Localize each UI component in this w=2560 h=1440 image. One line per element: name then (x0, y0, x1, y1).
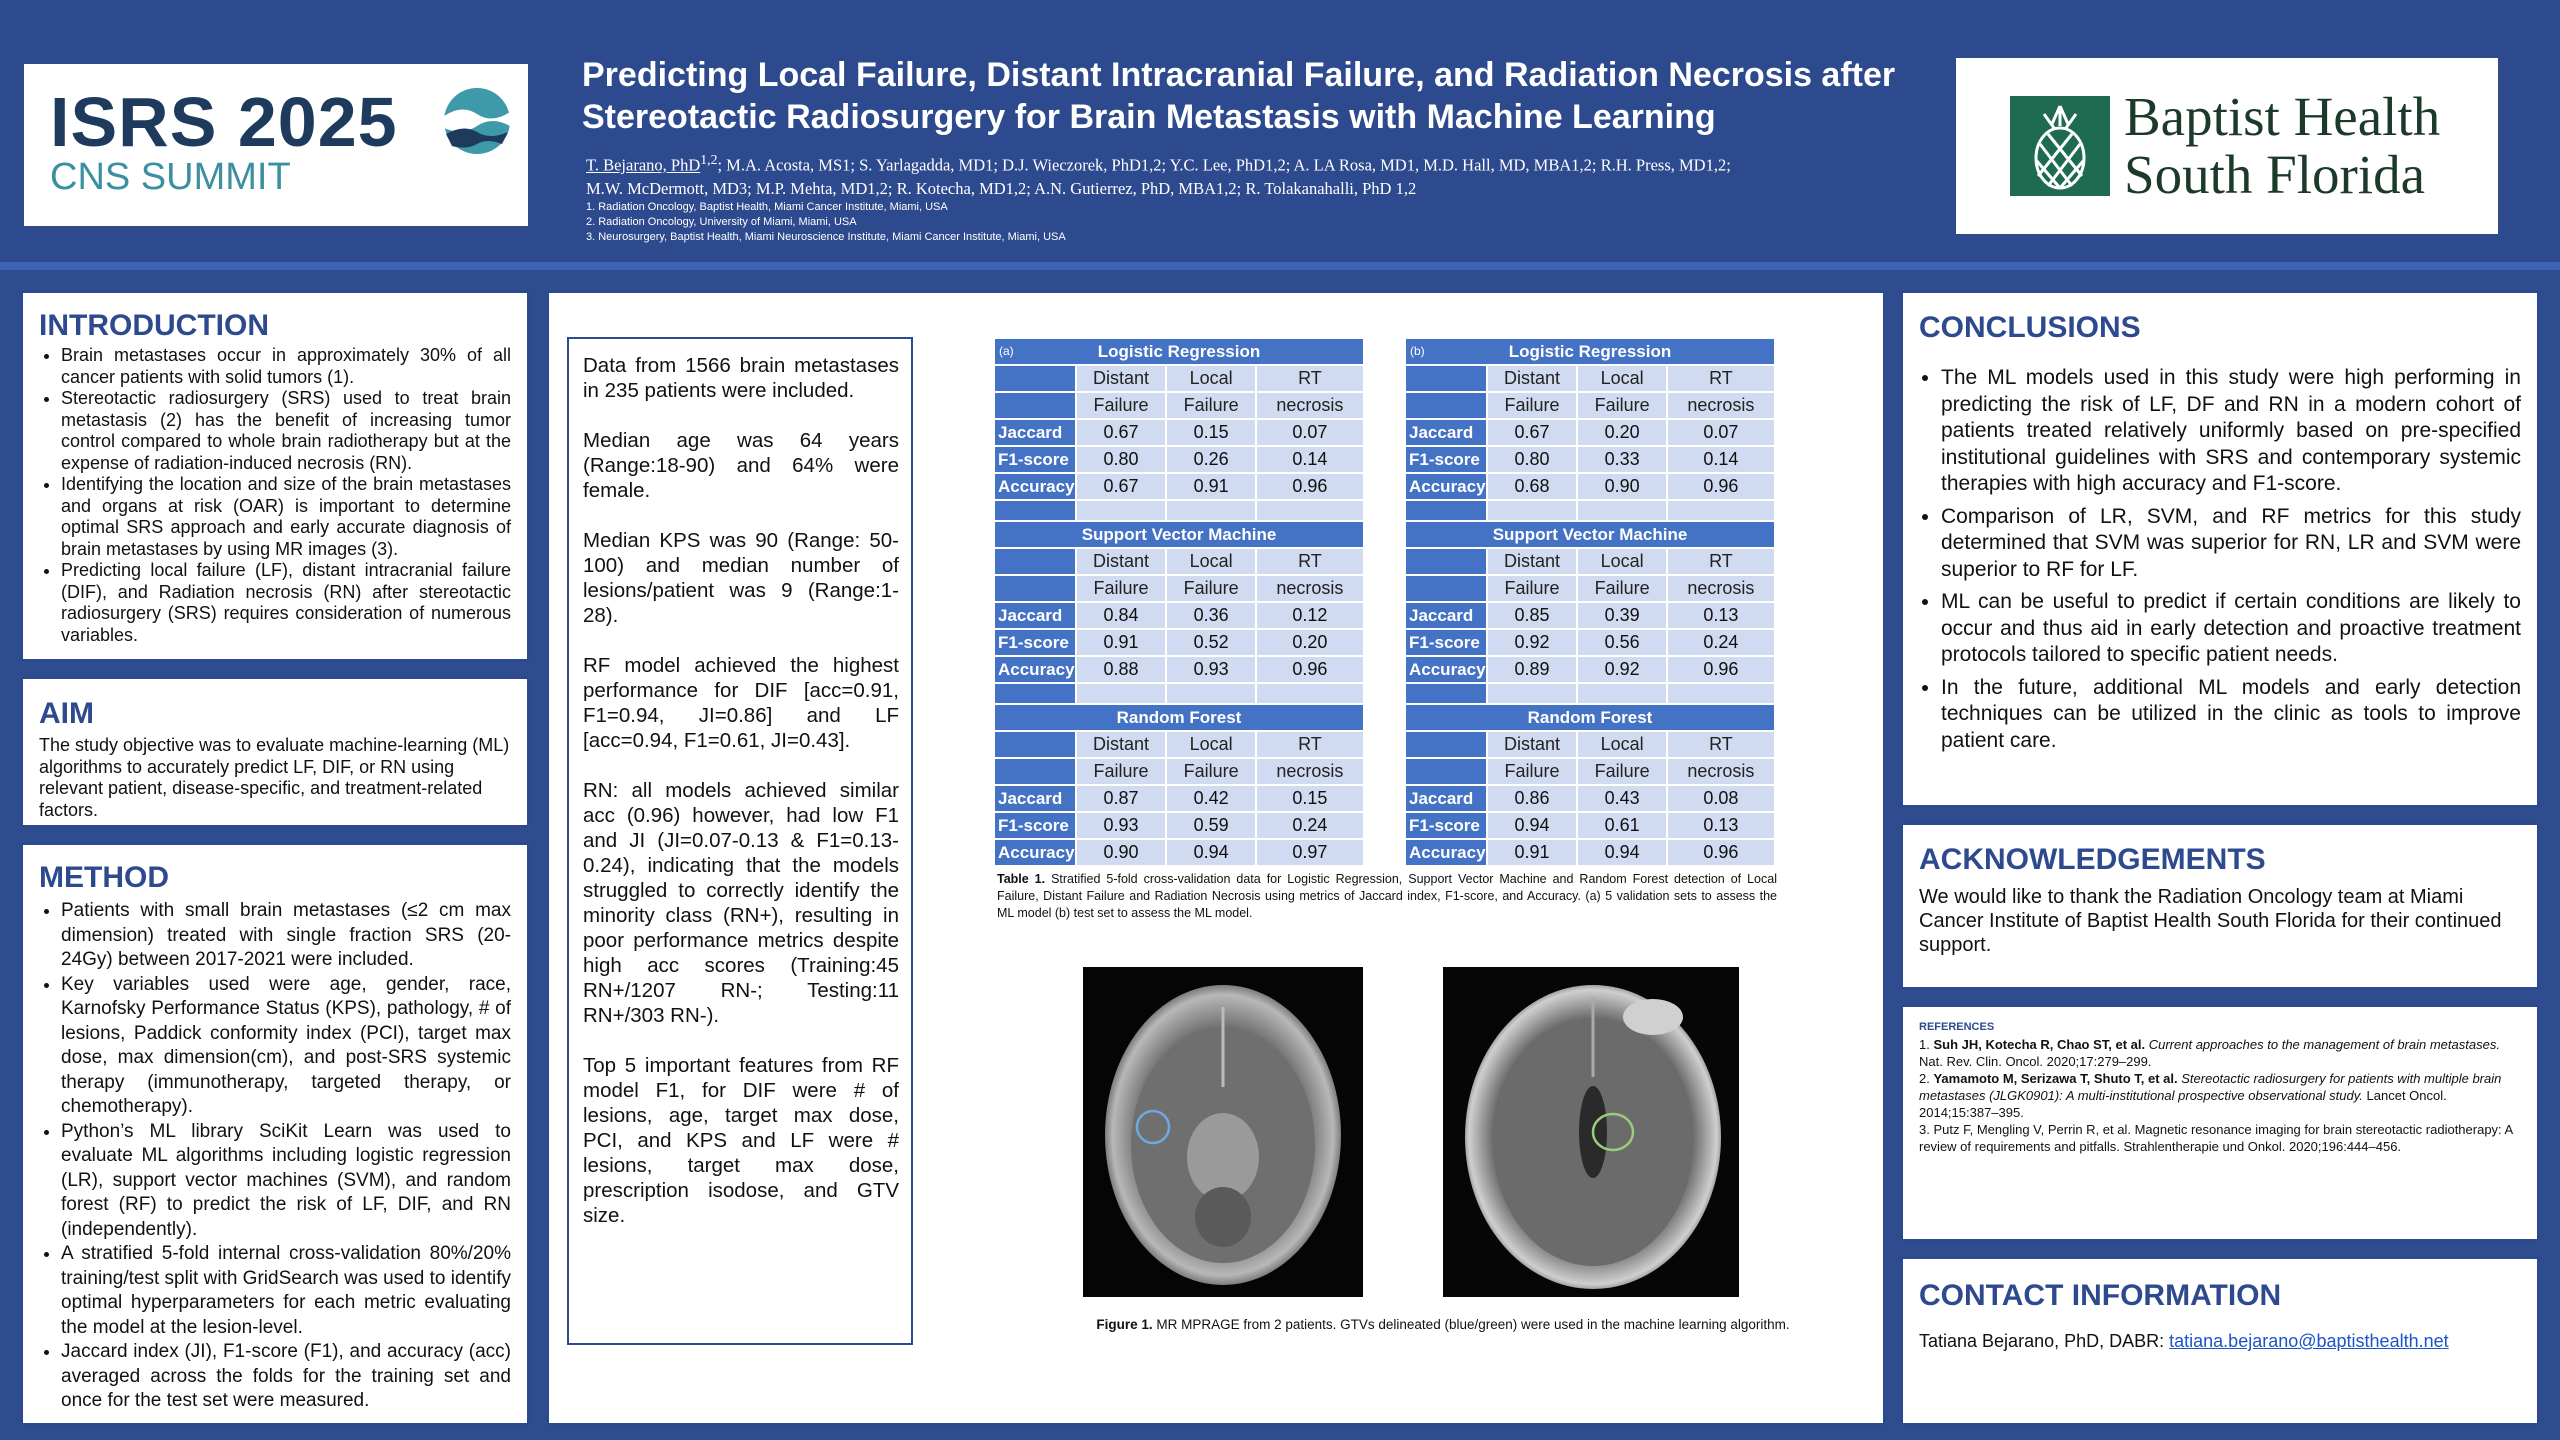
table-corner-cell (994, 392, 1076, 419)
list-item: • In the future, additional ML models and early detection techniques can be utilized in the clinic as tools to improve patient care. (1941, 675, 2521, 755)
aim-text: The study objective was to evaluate machine-learning (ML) algorithms to accurately predict LF, DIF, or RN using relevant patient, disease-specific, and treatment-related factors. (39, 735, 510, 820)
table-column-header: Failure (1487, 758, 1578, 785)
table-column-header: Failure (1487, 575, 1578, 602)
affiliations (586, 200, 1486, 245)
table-model-row (1405, 704, 1775, 731)
table-spacer-cell (1256, 683, 1364, 704)
table-row-label: Accuracy (1405, 839, 1487, 866)
table-cell-value: 0.90 (1577, 473, 1666, 500)
results-paragraph: Median KPS was 90 (Range: 50-100) and median number of lesions/patient was 9 (Range:1-28). (583, 529, 899, 627)
list-item: • Brain metastases occur in approximately 30% of all cancer patients with solid tumors (1). (61, 345, 511, 388)
table-row (1405, 602, 1775, 629)
header-divider (0, 262, 2560, 270)
table-column-header: Local (1577, 548, 1666, 575)
table-model-name: Support Vector Machine (1492, 525, 1688, 544)
table-spacer-cell (1487, 500, 1578, 521)
table-row (994, 602, 1364, 629)
table-spacer-cell (994, 500, 1076, 521)
table-column-header: RT (1256, 365, 1364, 392)
results-paragraph: Median age was 64 years (Range:18-90) and 64% were female. (583, 429, 899, 502)
table-cell-value: 0.39 (1577, 602, 1666, 629)
table-row (994, 656, 1364, 683)
table-cell-value: 0.59 (1166, 812, 1255, 839)
table-column-header: Local (1166, 548, 1255, 575)
table-cell-value: 0.96 (1256, 473, 1364, 500)
table-column-header: necrosis (1667, 758, 1775, 785)
table-model-name: Logistic Regression (1508, 342, 1672, 361)
table-model-header (1405, 338, 1775, 365)
table-cell-value: 0.26 (1166, 446, 1255, 473)
table-model-header (994, 704, 1364, 731)
table-column-header: Local (1166, 731, 1255, 758)
contact-name: Tatiana Bejarano, PhD, DABR: (1919, 1331, 2170, 1351)
table-cell-value: 0.07 (1667, 419, 1775, 446)
table-header-row (1405, 365, 1775, 392)
table-spacer-cell (1076, 683, 1167, 704)
table-cell-value: 0.42 (1166, 785, 1255, 812)
table-corner-cell (1405, 548, 1487, 575)
table-row-label: Accuracy (994, 473, 1076, 500)
table-model-name: Logistic Regression (1097, 342, 1261, 361)
table-caption (997, 871, 1777, 922)
results-paragraph: RF model achieved the highest performance for DIF [acc=0.91, F1=0.94, JI=0.86] and LF [acc=0.94, F1=0.61, JI=0.43]. (583, 654, 899, 752)
table-cell-value: 0.91 (1487, 839, 1578, 866)
introduction-panel (20, 290, 530, 662)
results-paragraph: Data from 1566 brain metastases in 235 patients were included. (583, 354, 899, 402)
table-row (994, 812, 1364, 839)
list-item: • The ML models used in this study were high performing in predicting the risk of LF, DF and RN in a modern cohort of patients treated relatively uniformly based on pre-specified institutional guidelines with SRS and contemporary systemic therapies with high accuracy and F1-score. (1941, 365, 2521, 498)
table-row (994, 785, 1364, 812)
table-column-header: Local (1577, 731, 1666, 758)
table-cell-value: 0.12 (1256, 602, 1364, 629)
table-cell-value: 0.20 (1577, 419, 1666, 446)
table-row-label: Accuracy (1405, 473, 1487, 500)
table-header-row (1405, 731, 1775, 758)
table-column-header: RT (1667, 548, 1775, 575)
table-cell-value: 0.67 (1076, 473, 1167, 500)
table-corner-cell (994, 365, 1076, 392)
table-corner-cell (994, 575, 1076, 602)
table-row (1405, 473, 1775, 500)
table-cell-value: 0.84 (1076, 602, 1167, 629)
table-spacer-cell (1405, 683, 1487, 704)
list-item: • A stratified 5-fold internal cross-validation 80%/20% training/test split with GridSearch was used to identify optimal hyperparameters for each metric evaluating the model at the lesion-level. (61, 1242, 511, 1340)
table-corner-cell (994, 758, 1076, 785)
table-model-row (994, 521, 1364, 548)
table-row-label: Accuracy (994, 656, 1076, 683)
table-row-label: Accuracy (994, 839, 1076, 866)
table-row-label: F1-score (1405, 812, 1487, 839)
table-spacer-cell (994, 683, 1076, 704)
table-spacer-row (1405, 683, 1775, 704)
table-header-row (994, 392, 1364, 419)
table-cell-value: 0.24 (1667, 629, 1775, 656)
isrs-logo-sub: CNS SUMMIT (50, 156, 291, 198)
table-model-header (1405, 704, 1775, 731)
table-column-header: Failure (1076, 575, 1167, 602)
table-corner-cell (1405, 392, 1487, 419)
contact-email-link[interactable]: tatiana.bejarano@baptisthealth.net (2169, 1331, 2449, 1351)
mri-image-1 (1083, 967, 1363, 1297)
table-row (994, 473, 1364, 500)
table-row (994, 419, 1364, 446)
table-row (1405, 446, 1775, 473)
table-column-header: RT (1256, 548, 1364, 575)
table-spacer-cell (1256, 500, 1364, 521)
table-row (994, 446, 1364, 473)
table-corner-cell (1405, 731, 1487, 758)
first-author: T. Bejarano, PhD (586, 155, 701, 175)
table-model-name: Random Forest (1527, 708, 1653, 727)
table-column-header: necrosis (1667, 575, 1775, 602)
table-spacer-row (994, 683, 1364, 704)
table-cell-value: 0.94 (1166, 839, 1255, 866)
table-cell-value: 0.96 (1667, 473, 1775, 500)
table-header-row (994, 731, 1364, 758)
isrs-logo-main: ISRS 2025 (50, 83, 398, 161)
table-row (1405, 656, 1775, 683)
table-cell-value: 0.92 (1577, 656, 1666, 683)
table-column-header: Distant (1076, 365, 1167, 392)
table-row-label: F1-score (1405, 446, 1487, 473)
table-column-header: Distant (1487, 731, 1578, 758)
wordmark-line-1: Baptist Health (2124, 86, 2441, 147)
table-column-header: Distant (1487, 365, 1578, 392)
table-cell-value: 0.96 (1667, 839, 1775, 866)
table-column-header: Failure (1166, 758, 1255, 785)
table-model-header (994, 338, 1364, 365)
table-column-header: Local (1577, 365, 1666, 392)
list-item: • Python’s ML library SciKit Learn was used to evaluate ML algorithms including logistic regression (LR), support vector machines (SVM), and random forest (RF) to predict the risk of LF, DIF, and RN (independently). (61, 1120, 511, 1243)
table-row-label: F1-score (994, 446, 1076, 473)
table-cell-value: 0.86 (1487, 785, 1578, 812)
table-cell-value: 0.93 (1076, 812, 1167, 839)
table-corner-cell (1405, 575, 1487, 602)
table-cell-value: 0.88 (1076, 656, 1167, 683)
results-paragraph: RN: all models achieved similar acc (0.96) however, had low F1 and JI (JI=0.07-0.13 & F1=0.13-0.24), indicating that the models struggled to correctly identify the minority class (RN+), resulting in poor performance metrics despite high acc scores (Training:45 RN+/1207 RN-; Testing:11 RN+/303 RN-). (583, 779, 899, 1027)
table-cell-value: 0.33 (1577, 446, 1666, 473)
table-column-header: Distant (1076, 548, 1167, 575)
contact-panel (1900, 1256, 2540, 1426)
table-cell-value: 0.56 (1577, 629, 1666, 656)
table-row-label: Accuracy (1405, 656, 1487, 683)
table-caption-label: Table 1. (997, 872, 1046, 886)
table-cell-value: 0.14 (1256, 446, 1364, 473)
table-row-label: F1-score (994, 812, 1076, 839)
table-column-header: Failure (1076, 392, 1167, 419)
isrs-logo (24, 64, 528, 226)
table-spacer-cell (1577, 500, 1666, 521)
references-panel (1900, 1004, 2540, 1242)
table-cell-value: 0.85 (1487, 602, 1578, 629)
table-header-row (994, 758, 1364, 785)
table-column-header: Failure (1166, 575, 1255, 602)
table-cell-value: 0.96 (1256, 656, 1364, 683)
table-spacer-cell (1166, 683, 1255, 704)
table-column-header: Failure (1577, 392, 1666, 419)
table-column-header: Failure (1577, 575, 1666, 602)
table-tag: (b) (1410, 344, 1425, 358)
table-row (1405, 785, 1775, 812)
table-cell-value: 0.80 (1487, 446, 1578, 473)
author-list (586, 148, 1736, 200)
figure-caption-label: Figure 1. (1096, 1317, 1153, 1332)
table-cell-value: 0.92 (1487, 629, 1578, 656)
aim-panel (20, 676, 530, 828)
method-panel (20, 842, 530, 1426)
table-cell-value: 0.61 (1577, 812, 1666, 839)
table-cell-value: 0.91 (1076, 629, 1167, 656)
table-row-label: Jaccard (994, 419, 1076, 446)
table-spacer-row (1405, 500, 1775, 521)
reference-item: 3. Putz F, Mengling V, Perrin R, et al. Magnetic resonance imaging for brain stereotactic radiotherapy: A review of requirements and pitfalls. Strahlentherapie und Onkol. 2020;196:444–456. (1919, 1122, 2513, 1154)
table-cell-value: 0.36 (1166, 602, 1255, 629)
table-column-header: necrosis (1256, 575, 1364, 602)
table-row-label: F1-score (994, 629, 1076, 656)
table-spacer-cell (1166, 500, 1255, 521)
table-column-header: RT (1256, 731, 1364, 758)
list-item: • Stereotactic radiosurgery (SRS) used to treat brain metastasis (2) has the benefit of increasing tumor control compared to whole brain radiotherapy but at the expense of radiation-induced necrosis (RN). (61, 388, 511, 474)
list-item: • Identifying the location and size of the brain metastases and organs at risk (OAR) is important to determine optimal SRS approach and early accurate diagnosis of brain metastases by using MR images (3). (61, 474, 511, 560)
metrics-table-b (1404, 337, 1776, 867)
table-column-header: Failure (1487, 392, 1578, 419)
affiliation: 2. Radiation Oncology, University of Miami, Miami, USA (586, 216, 857, 228)
list-item: • Predicting local failure (LF), distant intracranial failure (DIF), and Radiation necrosis (RN) after stereotactic radiosurgery (SRS) requires consideration of numerous variables. (61, 560, 511, 646)
table-corner-cell (1405, 758, 1487, 785)
table-row (994, 629, 1364, 656)
table-model-row (994, 704, 1364, 731)
table-model-name: Support Vector Machine (1081, 525, 1277, 544)
table-spacer-row (994, 500, 1364, 521)
mri-image-2 (1443, 967, 1739, 1297)
table-cell-value: 0.08 (1667, 785, 1775, 812)
table-cell-value: 0.14 (1667, 446, 1775, 473)
reference-item: 2. Yamamoto M, Serizawa T, Shuto T, et al. Stereotactic radiosurgery for patients with multiple brain metastases (JLGK0901): A multi-institutional prospective observational study. Lancet Oncol. 2014;15:387–395. (1919, 1071, 2502, 1120)
reference-item: 1. Suh JH, Kotecha R, Chao ST, et al. Current approaches to the management of brain metastases. Nat. Rev. Clin. Oncol. 2020;17:279–299. (1919, 1037, 2500, 1069)
conclusions-panel (1900, 290, 2540, 808)
table-spacer-cell (1487, 683, 1578, 704)
table-column-header: Distant (1076, 731, 1167, 758)
baptist-health-wordmark (2124, 88, 2440, 204)
conclusions-list (1919, 365, 2521, 754)
table-cell-value: 0.96 (1667, 656, 1775, 683)
table-column-header: Failure (1577, 758, 1666, 785)
table-cell-value: 0.52 (1166, 629, 1255, 656)
table-cell-value: 0.89 (1487, 656, 1578, 683)
introduction-title: INTRODUCTION (39, 309, 269, 342)
table-row (1405, 629, 1775, 656)
table-cell-value: 0.24 (1256, 812, 1364, 839)
table-spacer-cell (1577, 683, 1666, 704)
introduction-list (39, 345, 511, 646)
wordmark-line-2: South Florida (2124, 144, 2425, 205)
table-cell-value: 0.67 (1487, 419, 1578, 446)
method-title: METHOD (39, 861, 169, 894)
table-spacer-cell (1667, 500, 1775, 521)
contact-line (1919, 1331, 2521, 1352)
list-item: • ML can be useful to predict if certain conditions are likely to occur and thus aid in early detection and proactive treatment protocols tailored to specific patient needs. (1941, 589, 2521, 669)
table-cell-value: 0.67 (1076, 419, 1167, 446)
aim-title: AIM (39, 697, 94, 730)
table-cell-value: 0.20 (1256, 629, 1364, 656)
table-header-row (994, 365, 1364, 392)
other-authors: ; M.A. Acosta, MS1; S. Yarlagadda, MD1; D.J. Wieczorek, PhD1,2; Y.C. Lee, PhD1,2; A. LA Rosa, MD1, M.D. Hall, MD, MBA1,2; R.H. Press, MD1,2; M.W. McDermott, MD3; M.P. Mehta, MD1,2; R. Kotecha, MD1,2; A.N. Gutierrez, PhD, MBA1,2; R. Tolakanahalli, PhD 1,2 (586, 155, 1731, 198)
table-model-header (1405, 521, 1775, 548)
table-model-row (994, 338, 1364, 365)
table-cell-value: 0.87 (1076, 785, 1167, 812)
table-corner-cell (994, 731, 1076, 758)
table-spacer-cell (1076, 500, 1167, 521)
table-tag: (a) (999, 344, 1014, 358)
table-cell-value: 0.94 (1487, 812, 1578, 839)
acknowledgements-panel (1900, 822, 2540, 990)
table-cell-value: 0.07 (1256, 419, 1364, 446)
table-cell-value: 0.97 (1256, 839, 1364, 866)
table-row (1405, 812, 1775, 839)
table-column-header: Local (1166, 365, 1255, 392)
affiliation: 1. Radiation Oncology, Baptist Health, Miami Cancer Institute, Miami, USA (586, 201, 948, 213)
acknowledgements-text: We would like to thank the Radiation Oncology team at Miami Cancer Institute of Baptist Health South Florida for their continued support. (1919, 886, 2502, 956)
table-cell-value: 0.43 (1577, 785, 1666, 812)
table-header-row (1405, 575, 1775, 602)
table-caption-text: Stratified 5-fold cross-validation data for Logistic Regression, Support Vector Machine and Random Forest detection of Local Failure, Distant Failure and Radiation Necrosis using metrics of Jaccard index, F1-score, and Accuracy. (a) 5 validation sets to assess the ML model (b) test set to assess the ML model. (997, 872, 1777, 920)
table-model-name: Random Forest (1116, 708, 1242, 727)
table-header-row (1405, 392, 1775, 419)
table-row-label: Jaccard (1405, 785, 1487, 812)
table-column-header: Failure (1166, 392, 1255, 419)
table-model-header (994, 521, 1364, 548)
table-row (994, 839, 1364, 866)
table-header-row (1405, 758, 1775, 785)
table-cell-value: 0.15 (1166, 419, 1255, 446)
figure-caption (1043, 1317, 1843, 1332)
table-column-header: RT (1667, 731, 1775, 758)
contact-title: CONTACT INFORMATION (1919, 1279, 2282, 1312)
table-header-row (994, 575, 1364, 602)
list-item: • Key variables used were age, gender, race, Karnofsky Performance Status (KPS), pathology, # of lesions, Paddick conformity index (PCI), target max dose, max dimension(cm), and post-SRS systemic therapy (immunotherapy, targeted therapy, or chemotherapy). (61, 973, 511, 1120)
references-title: REFERENCES (1919, 1021, 1995, 1033)
table-column-header: necrosis (1667, 392, 1775, 419)
list-item: • Patients with small brain metastases (≤2 cm max dimension) treated with single fraction SRS (20-24Gy) between 2017-2021 were included. (61, 899, 511, 973)
figure-caption-text: MR MPRAGE from 2 patients. GTVs delineated (blue/green) were used in the machine learning algorithm. (1152, 1317, 1790, 1332)
list-item: • Comparison of LR, SVM, and RF metrics for this study determined that SVM was superior for RN, LR and SVM were superior to RF for LF. (1941, 504, 2521, 584)
affiliation: 3. Neurosurgery, Baptist Health, Miami Neuroscience Institute, Miami Cancer Institute, Miami, USA (586, 231, 1066, 243)
table-cell-value: 0.13 (1667, 602, 1775, 629)
results-summary (567, 337, 913, 1345)
table-row-label: Jaccard (994, 785, 1076, 812)
pineapple-icon (2010, 96, 2110, 196)
table-cell-value: 0.68 (1487, 473, 1578, 500)
poster-title: Predicting Local Failure, Distant Intracranial Failure, and Radiation Necrosis after Stereotactic Radiosurgery for Brain Metastasis with Machine Learning (582, 56, 1896, 136)
table-cell-value: 0.94 (1577, 839, 1666, 866)
table-cell-value: 0.13 (1667, 812, 1775, 839)
conclusions-title: CONCLUSIONS (1919, 311, 2141, 344)
waves-icon (442, 86, 512, 156)
table-row-label: Jaccard (1405, 419, 1487, 446)
table-spacer-cell (1667, 683, 1775, 704)
table-column-header: necrosis (1256, 758, 1364, 785)
table-column-header: necrosis (1256, 392, 1364, 419)
metrics-table-a (993, 337, 1365, 867)
table-row (1405, 839, 1775, 866)
table-column-header: RT (1667, 365, 1775, 392)
baptist-health-logo (1956, 58, 2498, 234)
table-corner-cell (994, 548, 1076, 575)
table-model-row (1405, 521, 1775, 548)
table-column-header: Distant (1487, 548, 1578, 575)
list-item: • Jaccard index (JI), F1-score (F1), and accuracy (acc) averaged across the folds for the training set and once for the test set were measured. (61, 1340, 511, 1414)
first-author-sup: 1,2 (700, 152, 718, 167)
results-panel (546, 290, 1886, 1426)
table-cell-value: 0.90 (1076, 839, 1167, 866)
table-column-header: Failure (1076, 758, 1167, 785)
table-row (1405, 419, 1775, 446)
table-row-label: Jaccard (994, 602, 1076, 629)
table-spacer-cell (1405, 500, 1487, 521)
method-list (39, 899, 511, 1414)
table-corner-cell (1405, 365, 1487, 392)
table-model-row (1405, 338, 1775, 365)
table-header-row (1405, 548, 1775, 575)
table-cell-value: 0.80 (1076, 446, 1167, 473)
table-cell-value: 0.91 (1166, 473, 1255, 500)
table-cell-value: 0.93 (1166, 656, 1255, 683)
table-row-label: F1-score (1405, 629, 1487, 656)
table-row-label: Jaccard (1405, 602, 1487, 629)
results-paragraph: Top 5 important features from RF model F1, for DIF were # of lesions, age, target max dose, PCI, and KPS and LF were # lesions, target max dose, prescription isodose, and GTV size. (583, 1054, 899, 1227)
table-header-row (994, 548, 1364, 575)
acknowledgements-title: ACKNOWLEDGEMENTS (1919, 843, 2266, 876)
table-cell-value: 0.15 (1256, 785, 1364, 812)
